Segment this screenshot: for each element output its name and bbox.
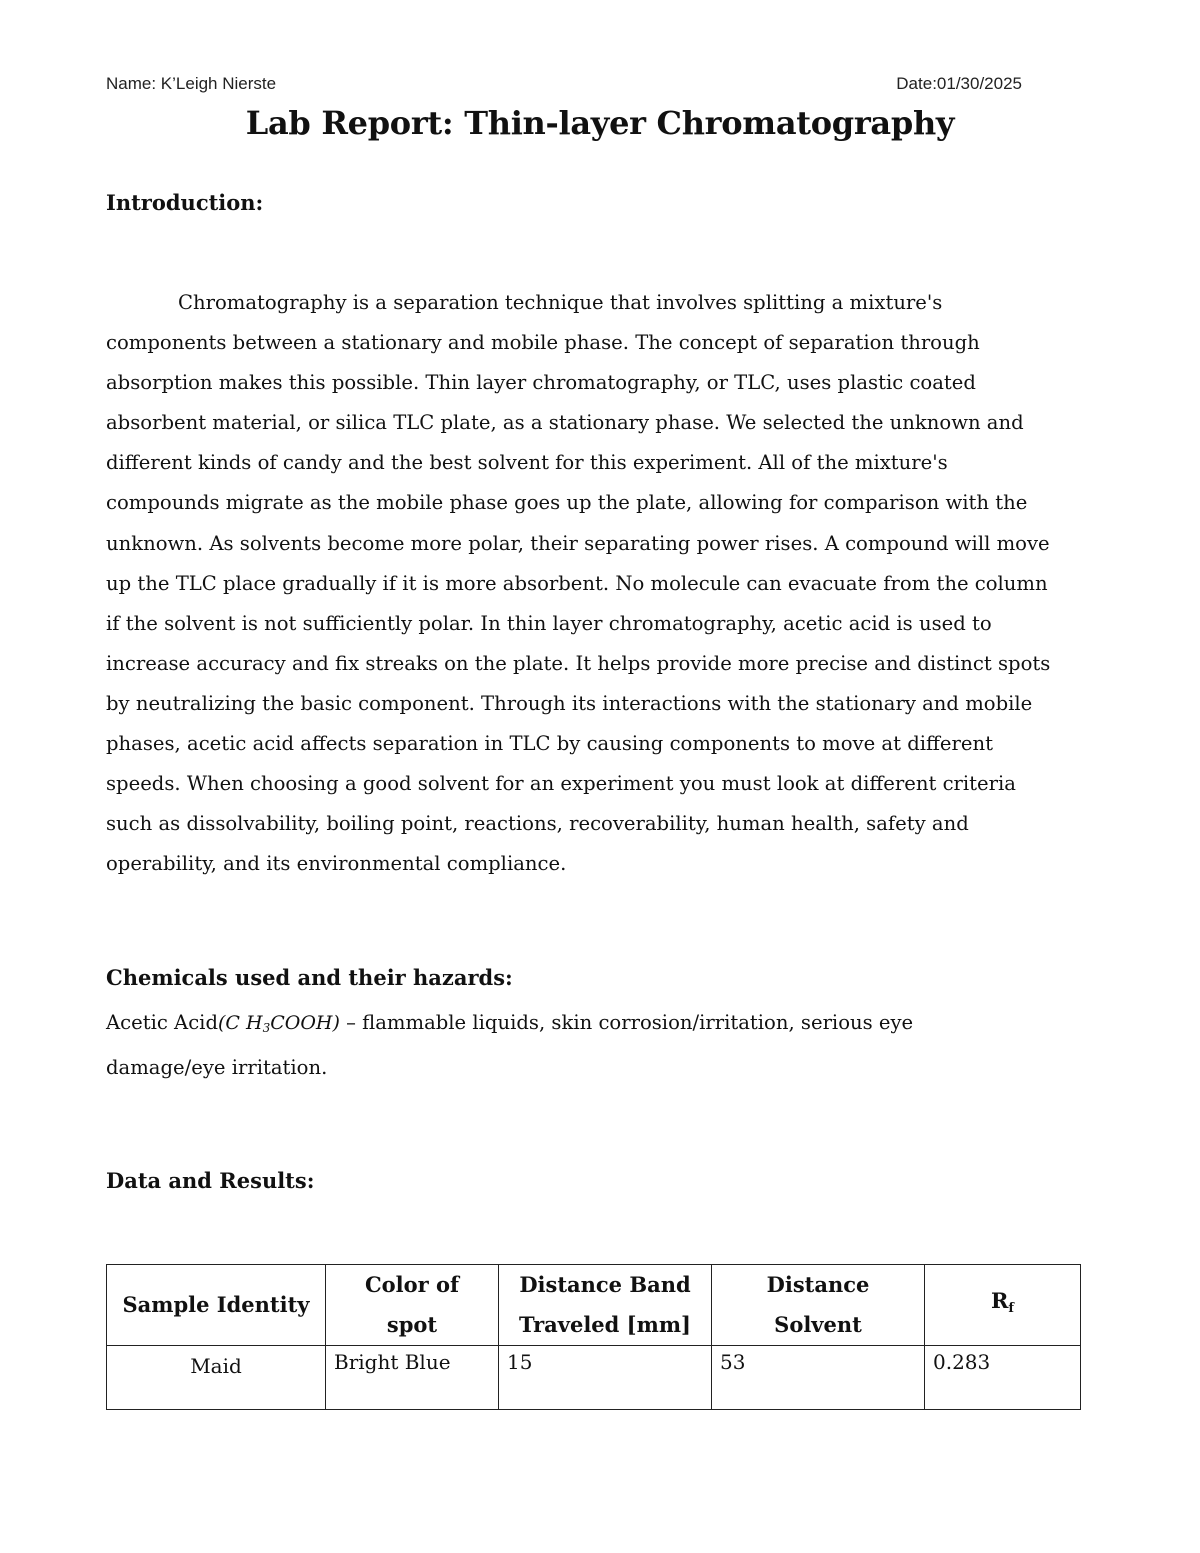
table-header-row bbox=[107, 1265, 1081, 1346]
chemicals-heading: Chemicals used and their hazards: bbox=[106, 965, 513, 990]
page-title: Lab Report: Thin-layer Chromatography bbox=[245, 104, 955, 142]
introduction-heading: Introduction: bbox=[106, 190, 264, 215]
header-color-of-spot: Color of spot bbox=[326, 1265, 499, 1346]
student-name: Name: K’Leigh Nierste bbox=[106, 74, 277, 93]
header-sample-identity: Sample Identity bbox=[107, 1265, 326, 1346]
intro-line: absorption makes this possible. Thin layer chromatography, or TLC, uses plastic coated bbox=[106, 371, 976, 395]
intro-line: different kinds of candy and the best solvent for this experiment. All of the mixture's bbox=[106, 451, 948, 475]
intro-line: increase accuracy and fix streaks on the plate. It helps provide more precise and distinct spots bbox=[106, 651, 1051, 675]
chemicals-paragraph bbox=[106, 1003, 1092, 1088]
formula-subscript: 3 bbox=[262, 1021, 271, 1035]
intro-line: Chromatography is a separation technique that involves splitting a mixture's bbox=[178, 291, 943, 314]
intro-line: if the solvent is not sufficiently polar. In thin layer chromatography, acetic acid is used to bbox=[106, 611, 992, 635]
report-date: Date:01/30/2025 bbox=[896, 74, 1022, 93]
intro-line: components between a stationary and mobile phase. The concept of separation through bbox=[106, 331, 980, 355]
intro-line: absorbent material, or silica TLC plate, as a stationary phase. We selected the unknown and bbox=[106, 411, 1024, 435]
intro-line: speeds. When choosing a good solvent for an experiment you must look at different criteria bbox=[106, 772, 1016, 796]
cell-rf: 0.283 bbox=[925, 1346, 1081, 1410]
header-distance-band: Distance Band Traveled [mm] bbox=[499, 1265, 712, 1346]
formula-part: C H bbox=[225, 1012, 263, 1034]
intro-line: compounds migrate as the mobile phase goes up the plate, allowing for comparison with the bbox=[106, 491, 1028, 515]
table-row bbox=[107, 1346, 1081, 1410]
cell-color: Bright Blue bbox=[326, 1346, 499, 1410]
formula-open-paren: ( bbox=[218, 1012, 226, 1034]
chemical-hazards-continued: damage/eye irritation. bbox=[106, 1056, 328, 1080]
cell-band-distance: 15 bbox=[499, 1346, 712, 1410]
introduction-paragraph bbox=[106, 283, 1092, 884]
intro-line: operability, and its environmental compliance. bbox=[106, 852, 567, 876]
cell-sample: Maid bbox=[107, 1346, 326, 1410]
chemical-formula bbox=[218, 1012, 340, 1034]
intro-line: unknown. As solvents become more polar, their separating power rises. A compound will move bbox=[106, 531, 1050, 555]
intro-line: phases, acetic acid affects separation in TLC by causing components to move at different bbox=[106, 732, 993, 756]
formula-part: COOH bbox=[270, 1012, 333, 1034]
formula-close-paren: ) bbox=[332, 1012, 340, 1034]
header-distance-solvent: Distance Solvent bbox=[712, 1265, 925, 1346]
intro-line: by neutralizing the basic component. Through its interactions with the stationary and mobile bbox=[106, 691, 1033, 715]
document-header bbox=[106, 74, 1022, 98]
chemical-line bbox=[106, 1003, 1092, 1048]
intro-line: such as dissolvability, boiling point, reactions, recoverability, human health, safety and bbox=[106, 812, 969, 836]
cell-solvent-distance: 53 bbox=[712, 1346, 925, 1410]
header-rf: Rf bbox=[925, 1265, 1081, 1346]
results-table bbox=[106, 1264, 1081, 1410]
intro-line: up the TLC place gradually if it is more absorbent. No molecule can evacuate from the column bbox=[106, 571, 1048, 595]
chemical-hazards: – flammable liquids, skin corrosion/irritation, serious eye bbox=[339, 1011, 914, 1034]
chemical-name: Acetic Acid bbox=[106, 1011, 218, 1034]
data-results-heading: Data and Results: bbox=[106, 1168, 315, 1193]
